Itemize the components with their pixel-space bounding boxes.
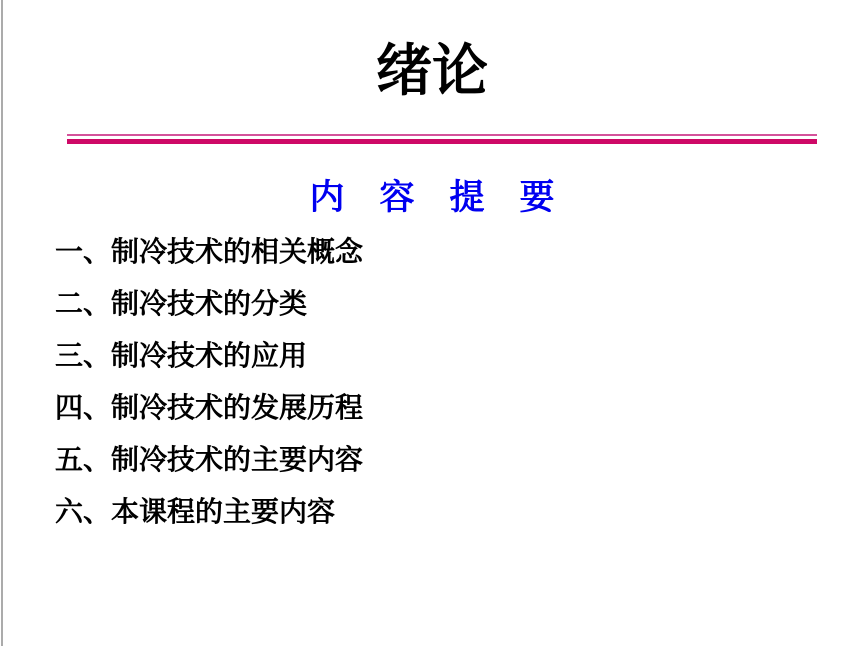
title-divider-rule bbox=[67, 134, 817, 144]
section-heading: 内 容 提 要 bbox=[309, 178, 555, 217]
outline-list bbox=[55, 227, 834, 539]
outline-item-6: 六、本课程的主要内容 bbox=[55, 497, 336, 528]
outline-item-1: 一、制冷技术的相关概念 bbox=[55, 237, 364, 268]
divider-thin-line bbox=[67, 134, 817, 136]
divider-thick-line bbox=[67, 139, 817, 144]
outline-item-5: 五、制冷技术的主要内容 bbox=[55, 445, 364, 476]
outline-item-3: 三、制冷技术的应用 bbox=[55, 341, 308, 372]
outline-item-4: 四、制冷技术的发展历程 bbox=[55, 393, 364, 424]
slide-title: 绪论 bbox=[376, 41, 488, 103]
outline-item-2: 二、制冷技术的分类 bbox=[55, 289, 308, 320]
